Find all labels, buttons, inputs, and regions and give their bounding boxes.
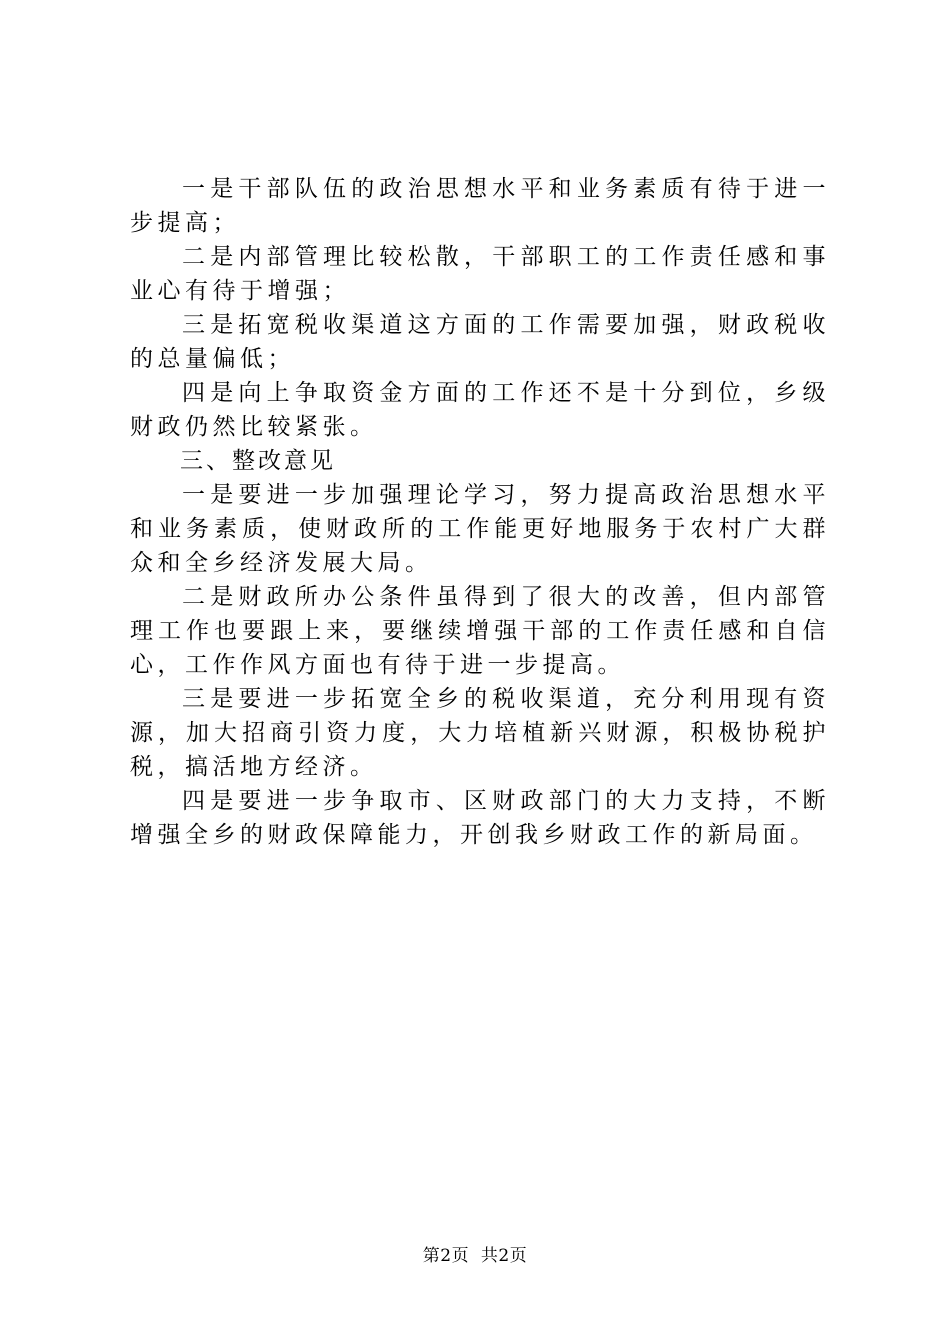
- section-heading: 三、整改意见: [180, 448, 336, 474]
- problem-item-1: 一是干部队伍的政治思想水平和业务素质有待于进一步提高；: [130, 176, 830, 236]
- rectification-item-3: 三是要进一步拓宽全乡的税收渠道，充分利用现有资源，加大招商引资力度，大力培植新兴财源，积极协税护税，搞活地方经济。: [130, 686, 830, 780]
- rectification-item-2: 二是财政所办公条件虽得到了很大的改善，但内部管理工作也要跟上来，要继续增强干部的工作责任感和自信心，工作作风方面也有待于进一步提高。: [130, 584, 830, 678]
- page-footer: [0, 1244, 950, 1268]
- document-body: [130, 172, 830, 852]
- page-number-label: 第2页 共2页: [422, 1246, 528, 1266]
- problem-item-3: 三是拓宽税收渠道这方面的工作需要加强，财政税收的总量偏低；: [130, 312, 830, 372]
- problem-item-4: 四是向上争取资金方面的工作还不是十分到位，乡级财政仍然比较紧张。: [130, 380, 830, 440]
- rectification-item-1: 一是要进一步加强理论学习，努力提高政治思想水平和业务素质，使财政所的工作能更好地服务于农村广大群众和全乡经济发展大局。: [130, 482, 830, 576]
- rectification-item-4: 四是要进一步争取市、区财政部门的大力支持，不断增强全乡的财政保障能力，开创我乡财政工作的新局面。: [130, 788, 830, 848]
- problem-item-2: 二是内部管理比较松散，干部职工的工作责任感和事业心有待于增强；: [130, 244, 830, 304]
